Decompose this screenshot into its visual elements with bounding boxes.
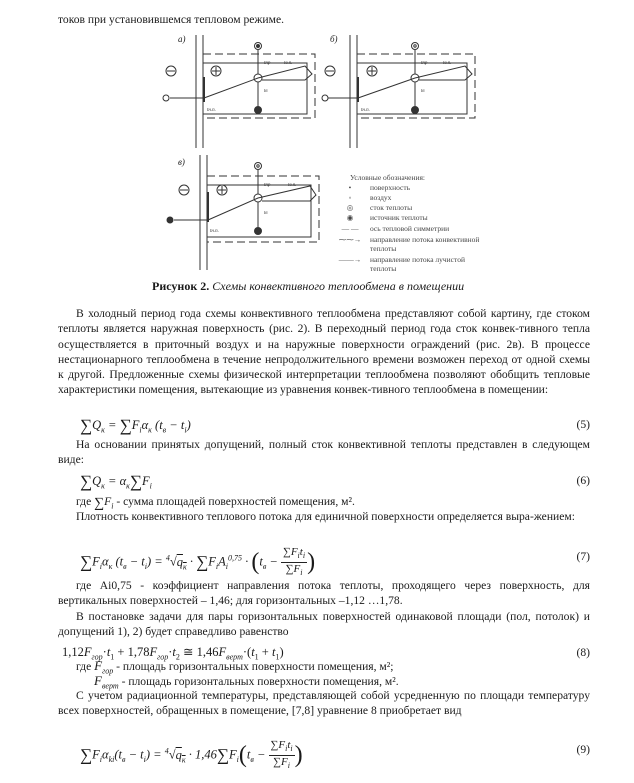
svg-text:б): б) (330, 34, 338, 44)
equation-7-formula: $\sum F_i\alpha_к$ $(t_в - t_i) = ^4√q_к \cdot \sum F_iA_i^{0,75} \cdot (t_в$ − $\frac{\sum F_it_i}{\sum F_i}$ ) (80, 546, 316, 578)
equation-number: (7) (576, 550, 590, 563)
svg-text:tв: tв (421, 89, 425, 94)
equation-5 (58, 416, 590, 438)
figure-2 (160, 30, 530, 275)
double-circle-icon: ◎ (346, 203, 354, 212)
svg-text:tв.п.: tв.п. (443, 61, 452, 66)
radiant-arrow-icon: ——→ (338, 255, 362, 264)
equation-6-formula: $\sum Q_к = \alpha_к\sum F_i$ (80, 472, 152, 491)
legend-item: ⁓⁓→ направление потока конвективной (330, 235, 479, 244)
convective-arrow-icon: ⁓⁓→ (338, 235, 362, 244)
svg-text:tв: tв (264, 211, 268, 216)
equation-number: (6) (576, 474, 590, 487)
small-circle-icon: ◦ (348, 193, 352, 202)
legend-item-cont: теплоты (370, 264, 397, 273)
dashed-line-icon: — — (341, 224, 359, 233)
where-8a: где $F_{гор}$ - площадь горизонтальных поверхности помещения, м²; (76, 658, 394, 676)
top-line: токов при установившемся тепловом режиме. (58, 13, 285, 26)
paragraph-1: В холодный период года схемы конвективного теплообмена представляют собой картину, где стоком теплоты является наружная поверхность (рис. 2). В переходный период года сток конвек-тивного тепла осуществляется в приточный воздух и на наружные поверхности ограждений (рис. 2в). В процессе нестационарного теплообмена в течение непродолжительного времени возможен переход от одной схемы к другой. Предложенные схемы физической интерпретации теплообмена позволяют обобщить тепловые характеристики помещения, вытекающие из уравнения конвек-тивного теплообмена в помещении: (58, 307, 590, 397)
legend-item: ◉ источник теплоты (330, 213, 428, 222)
dot-icon: • (348, 183, 352, 192)
paragraph-4: В постановке задачи для пары горизонтальных поверхностей одинаковой площади (пол, потолок) и допущений 1), 2) будет справедливо равенство (58, 610, 590, 639)
paragraph-2: На основании принятых допущений, полный сток конвективной теплоты представлен в следующем виде: (58, 438, 590, 467)
legend-item: ◎ сток теплоты (330, 203, 412, 212)
legend-item: ——→ направление потока лучистой (330, 255, 465, 264)
svg-text:tн.п.: tн.п. (207, 108, 216, 113)
equation-number: (9) (576, 743, 590, 756)
legend-item: • поверхность (330, 183, 410, 192)
equation-9-formula: $\sum F_i\alpha_{ki}(t_в - t_i) = ^4√q_к \cdot 1,46\sum F_i(t_в$ − $\frac{\sum F_it_i}{\sum F_i}$ ) (80, 739, 303, 771)
legend-item: ◦ воздух (330, 193, 391, 202)
svg-text:tпр: tпр (264, 61, 271, 66)
legend-item-cont: теплоты (370, 244, 397, 253)
equation-number: (8) (576, 646, 590, 659)
equation-8-formula: $1,12F_{гор}\cdot t_1 + 1,78F_{гор}\cdot t_2$ ≅ $1,46F_{верт}\cdot(t_1 + t_1)$ (62, 645, 284, 662)
where-7: где Ai0,75 - коэффициент направления потока теплоты, проходящего через поверхность, для вертикальных поверхностей – 1,46; для горизонтальных –1,12 …1,78. (58, 579, 590, 608)
svg-text:tн.п.: tн.п. (361, 108, 370, 113)
figure-legend (330, 173, 530, 273)
equation-6 (58, 472, 590, 494)
equation-number: (5) (576, 418, 590, 431)
equation-9 (58, 735, 590, 769)
filled-circle-icon: ◉ (346, 213, 354, 222)
svg-text:в): в) (178, 157, 185, 167)
equation-7 (58, 540, 590, 578)
figure-caption (152, 279, 464, 294)
svg-text:tпр: tпр (264, 183, 271, 188)
svg-text:tн.п.: tн.п. (210, 229, 219, 234)
svg-text:tпр: tпр (421, 61, 428, 66)
legend-item: — — ось тепловой симметрии (330, 224, 449, 233)
paragraph-3: Плотность конвективного теплового потока для единичной поверхности определяется выра-жением: (76, 510, 575, 523)
svg-text:tв.п.: tв.п. (284, 61, 293, 66)
svg-text:а): а) (178, 34, 186, 44)
svg-text:tв: tв (264, 89, 268, 94)
caption-label: Рисунок 2. (152, 279, 210, 293)
where-6: где $\sum F_i$ - сумма площадей поверхностей помещения, м². (76, 495, 355, 511)
svg-text:tв.п.: tв.п. (288, 183, 297, 188)
where-8b: $F_{верт}$ - площадь горизонтальных поверхности помещения, м². (94, 673, 399, 691)
legend-title: Условные обозначения: (350, 173, 426, 182)
caption-text: Схемы конвективного теплообмена в помещении (212, 279, 465, 293)
paragraph-5: С учетом радиационной температуры, представляющей собой усредненную по площади температуру всех поверхностей, обращенных в помещение, [7,8] уравнение 8 приобретает вид (58, 689, 590, 718)
equation-5-formula: $\sum Q_к = \sum F_i\alpha_к$ $(t_в - t_i)$ (80, 416, 191, 435)
